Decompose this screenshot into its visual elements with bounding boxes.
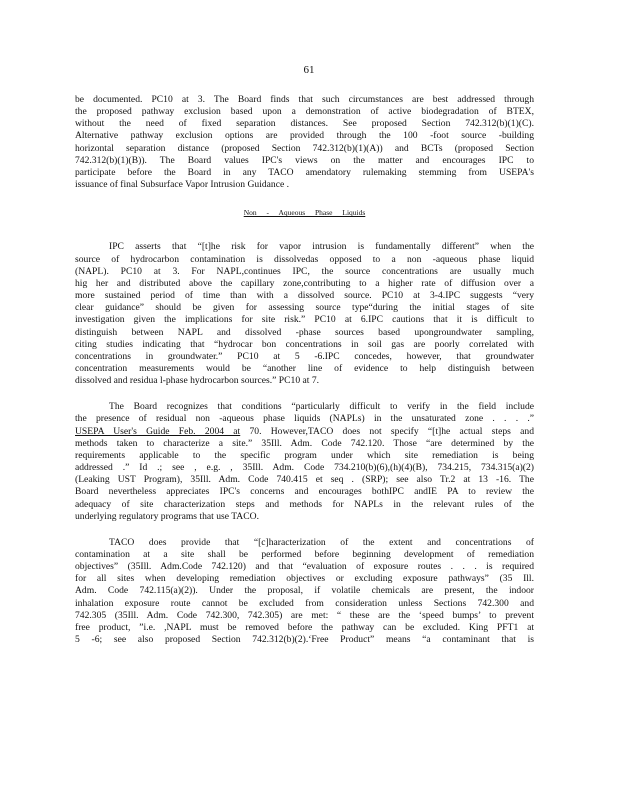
text-line: inhalation exposure route cannot be excluded from consideration unless Sections 742.300 and (75, 597, 534, 609)
text-line: TACO does provide that “[c]haracterization of the extent and concentrations of (109, 536, 534, 548)
text-line: clear guidance” should be given for assessing source type“during the initial stages of site (75, 302, 534, 314)
text-line: concentration measurements would be “another line of evidence to help distinguish between (75, 362, 534, 374)
text-line: Adm. Code 742.115(a)(2)). Under the proposal, if volatile chemicals are present, the indoor (75, 585, 534, 597)
text-line: 742.305 (35Ill. Adm. Code 742.300, 742.305) are met: “ these are the ‘speed bumps’ to prevent (75, 609, 534, 621)
text-line: more sustained period of time than with a dissolved source. PC10 at 3-4.IPC suggests “very (75, 290, 534, 302)
text-line: Alternative pathway exclusion options are provided through the 100 -foot source -building (75, 130, 534, 142)
text-line (75, 426, 534, 438)
text-line: investigation given the implications for site risk.” PC10 at 6.IPC cautions that it is difficult to (75, 314, 534, 326)
text-line: participate before the Board in any TACO amendatory rulemaking stemming from USEPA's (75, 166, 534, 178)
paragraph-3 (75, 401, 534, 523)
text-line: methods taken to characterize a site.” 35Ill. Adm. Code 742.120. Those “are determined by the (75, 437, 534, 449)
text-line: 742.312(b)(1)(B)). The Board values IPC's views on the matter and encourages IPC to (75, 154, 534, 166)
text-line: without the need of fixed separation distances. See proposed Section 742.312(b)(1)(C). (75, 118, 534, 130)
text-line: distinguish between NAPL and dissolved -phase sources based upongroundwater sampling, (75, 326, 534, 338)
text-line: for all sites when developing remediation objectives or excluding exposure pathways” (35 Ill. (75, 573, 534, 585)
text-line: adequacy of site characterization steps and methods for NAPLs in the relevant rules of the (75, 498, 534, 510)
text-line: concentrations in groundwater.” PC10 at 5 -6.IPC concedes, however, that groundwater (75, 350, 534, 362)
text-line: addressed .” Id .; see , e.g. , 35Ill. Adm. Code 734.210(b)(6),(h)(4)(B), 734.215, 734.315(a)(2) (75, 462, 534, 474)
section-heading: Non - Aqueous Phase Liquids (243, 208, 366, 218)
text-line: citing studies indicating that “hydrocar bon concentrations in soil gas are poorly correlated with (75, 338, 534, 350)
text-line: free product, ”i.e. ,NAPL must be removed before the pathway can be excluded. King PFT1 at (75, 621, 534, 633)
text-fragment: 70. However,TACO does not specify “[t]he actual steps and (240, 425, 534, 437)
text-line: IPC asserts that “[t]he risk for vapor intrusion is fundamentally different” when the (109, 241, 534, 253)
paragraph-1 (75, 94, 534, 191)
text-line: Board nevertheless appreciates IPC's concerns and encourages bothIPC andIE PA to review the (75, 486, 534, 498)
text-line: requirements applicable to the specific program under which site remediation is being (75, 449, 534, 461)
text-line: issuance of final Subsurface Vapor Intrusion Guidance . (75, 179, 290, 191)
paragraph-2 (75, 241, 534, 387)
text-line: The Board recognizes that conditions “particularly difficult to verify in the field include (109, 401, 534, 413)
text-line: 5 -6; see also proposed Section 742.312(b)(2).‘Free Product” means “a contaminant that is (75, 634, 534, 646)
text-line: the proposed pathway exclusion based upon a demonstration of active biodegradation of BTEX, (75, 106, 534, 118)
text-line: (NAPL). PC10 at 3. For NAPL,continues IPC, the source concentrations are usually much (75, 265, 534, 277)
text-line: source of hydrocarbon contamination is dissolvedas opposed to a non -aqueous phase liquid (75, 253, 534, 265)
text-line: underlying regulatory programs that use TACO. (75, 510, 259, 522)
text-line: hig her and distributed above the capillary zone,contributing to a higher rate of diffusion over a (75, 277, 534, 289)
text-line: be documented. PC10 at 3. The Board finds that such circumstances are best addressed through (75, 94, 534, 105)
page-number: 61 (303, 64, 315, 76)
text-line: the presence of residual non -aqueous phase liquids (NAPLs) in the unsaturated zone . . . .” (75, 413, 534, 425)
text-line: contamination at a site shall be performed before beginning development of remediation (75, 549, 534, 560)
text-line: objectives” (35Ill. Adm.Code 742.120) and that “evaluation of exposure routes . . . is required (75, 561, 534, 573)
text-line: (Leaking UST Program), 35Ill. Adm. Code 740.415 et seq . (SRP); see also Tr.2 at 13 -16. The (75, 474, 534, 486)
paragraph-4 (75, 537, 534, 646)
text-line: horizontal separation distance (proposed Section 742.312(b)(1)(A)) and BCTs (proposed Section (75, 142, 534, 154)
text-line: dissolved and residua l-phase hydrocarbon sources.” PC10 at 7. (75, 375, 320, 387)
document-body (75, 94, 534, 646)
guide-citation: USEPA User's Guide Feb. 2004 at (75, 425, 241, 437)
